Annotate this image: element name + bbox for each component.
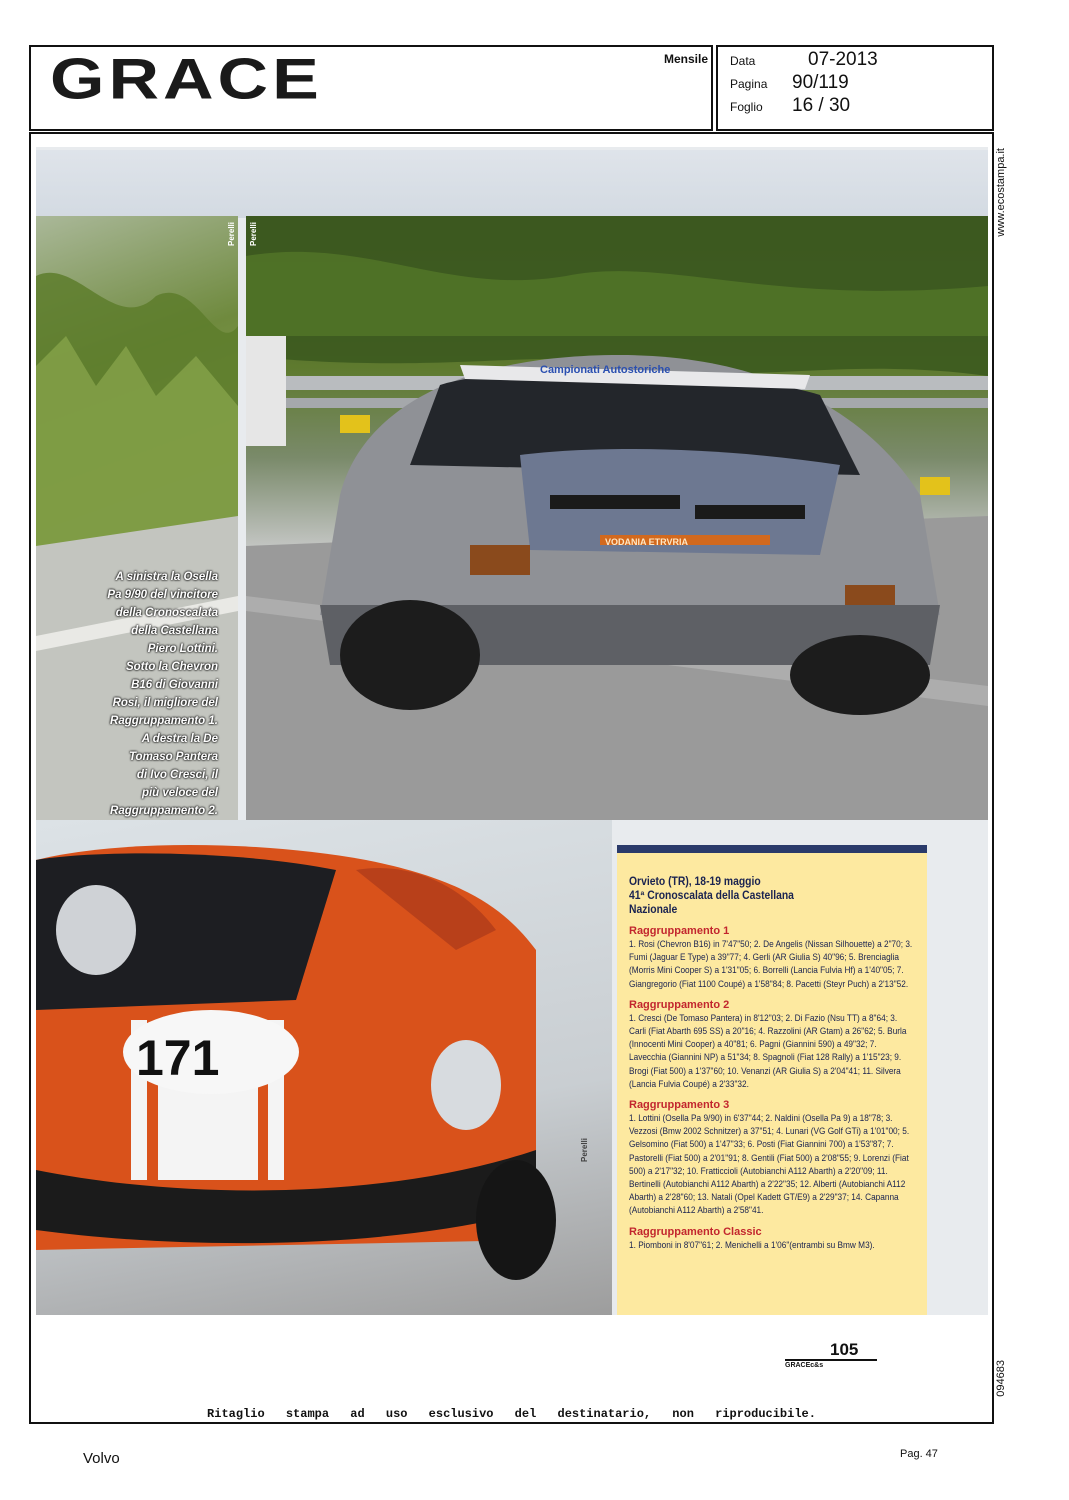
top-photo-strip: [36, 150, 988, 218]
group-title: Raggruppamento 2: [629, 998, 730, 1011]
caption-line: di Ivo Cresci, il: [136, 769, 218, 781]
group-results: 1. Piomboni in 8'07"61; 2. Menichelli a 1'06"(entrambi su Bmw M3).: [629, 1239, 875, 1250]
caption-line: Tomaso Pantera: [128, 751, 218, 763]
caption-line: A destra la De: [141, 733, 218, 745]
photo-credit-2: Perelli: [249, 222, 258, 247]
group-results: 1. Rosi (Chevron B16) in 7'47"50; 2. De Angelis (Nissan Silhouette) a 2"70; 3. Fumi (Jaguar E Type) a 39"77; 4. Gerli (AR Giulia S) 40"96; 5. Brenciaglia (Morris Mini Cooper S) a 1'31"05; 6. Borrelli (Lancia Fulvia Hf) a 1'40"05; 7. Giangregorio (Fiat 1100 Coupé) a 1'58"84; 8. Pacetti (Steyr Puch) a 2'13"52.: [629, 939, 913, 989]
date-label: Data: [730, 54, 756, 68]
photo-chevron-b16: [36, 820, 612, 1315]
event-category: Nazionale: [629, 904, 678, 916]
windshield-banner: Campionati Autostoriche: [540, 364, 671, 376]
client-name: Volvo: [83, 1450, 120, 1467]
hood-sticker: VODANIA ETRVRIA: [605, 537, 689, 547]
caption-line: Pa 9/90 del vincitore: [107, 589, 218, 601]
caption-line: Raggruppamento 2.: [110, 805, 218, 817]
sheet-value: 16 / 30: [792, 95, 851, 116]
event-title: 41ª Cronoscalata della Castellana: [629, 890, 794, 902]
magazine-page-number: 105: [830, 1340, 859, 1359]
caption-line: Piero Lottini.: [147, 643, 218, 655]
caption-line: della Castellana: [131, 625, 218, 637]
event-location-date: Orvieto (TR), 18-19 maggio: [629, 876, 761, 888]
page-value: 90/119: [792, 72, 849, 93]
caption-line: Sotto la Chevron: [125, 661, 218, 673]
date-value: 07-2013: [808, 49, 878, 70]
clipping-disclaimer: Ritaglio stampa ad uso esclusivo del destinatario, non riproducibile.: [207, 1407, 816, 1421]
caption-line: B16 di Giovanni: [131, 679, 218, 691]
chevron-car-illustration: [36, 820, 612, 1315]
group-results: 1. Lottini (Osella Pa 9/90) in 6'37"44; 2. Naldini (Osella Pa 9) a 18"78; 3. Vezzosi (Bmw 2002 Schnitzer) a 37"51; 4. Lunari (VG Golf GTi) a 1'01"00; 5. Gelsomino (Fiat 500) a 1'47"33; 6. Posti (Fiat Giannini 700) a 1'53"87; 7. Pastorelli (Fiat 500) a 2'01"91; 8. Gentili (Fiat 500) a 2'08"55; 9. Lorenzi (Fiat 500) a 2'17"32; 10. Fratticcioli (Autobianchi A112 Abarth) a 2'20"09; 11. Bertinelli (Autobianchi A112 Abarth) a 2'22"35; 12. Alberti (Autobianchi A112 Abarth) a 2'28"60; 13. Natali (Opel Kadett GT/E9) a 2'29"37; 14. Capanna (Autobianchi A112 Abarth) a 2'58"41.: [629, 1113, 910, 1216]
race-number: 171: [136, 1030, 220, 1086]
pantera-car-illustration: [300, 355, 950, 715]
document-page-footer: Pag. 47: [900, 1448, 938, 1460]
press-agency-site: www.ecostampa.it: [995, 148, 1007, 237]
photo-caption: [40, 568, 218, 820]
publication-logo: GRACE: [50, 46, 323, 111]
group-title: Raggruppamento Classic: [629, 1225, 762, 1238]
caption-line: A sinistra la Osella: [115, 571, 218, 583]
page-number-rule: [785, 1359, 877, 1361]
group-title: Raggruppamento 1: [629, 925, 730, 937]
group-title: Raggruppamento 3: [629, 1099, 730, 1112]
caption-line: Raggruppamento 1.: [110, 715, 218, 727]
photo-credit: Perelli: [227, 222, 236, 247]
page-label: Pagina: [730, 77, 768, 91]
caption-line: della Cronoscalata: [115, 607, 218, 619]
group-results: 1. Cresci (De Tomaso Pantera) in 8'12"03; 2. Di Fazio (Nsu TT) a 8"64; 3. Carli (Fiat Abarth 695 SS) a 20"16; 4. Razzolini (AR Gtam) a 26"62; 5. Burla (Innocenti Mini Cooper) a 40"81; 6. Pagni (Giannini 590) a 49"32; 7. Lavecchia (Giannini NP) a 51"34; 8. Spagnoli (Fiat 128 Rally) a 1'15"23; 9. Brogi (Fiat 500) a 1'37"60; 10. Venanzi (AR Giulia S) a 2'04"41; 11. Silvera (Lancia Fulvia Coupé) a 2'33"32.: [629, 1012, 907, 1089]
photo-credit-3: Perelli: [580, 1138, 589, 1163]
frequency-label: Mensile: [664, 52, 709, 66]
caption-line: più veloce del: [141, 787, 218, 799]
magazine-name-small: GRACEc&s: [785, 1362, 824, 1369]
clipping-code: 094683: [995, 1360, 1007, 1397]
sheet-label: Foglio: [730, 100, 763, 114]
caption-line: Rosi, il migliore del: [112, 697, 218, 709]
results-box: [617, 845, 927, 1315]
